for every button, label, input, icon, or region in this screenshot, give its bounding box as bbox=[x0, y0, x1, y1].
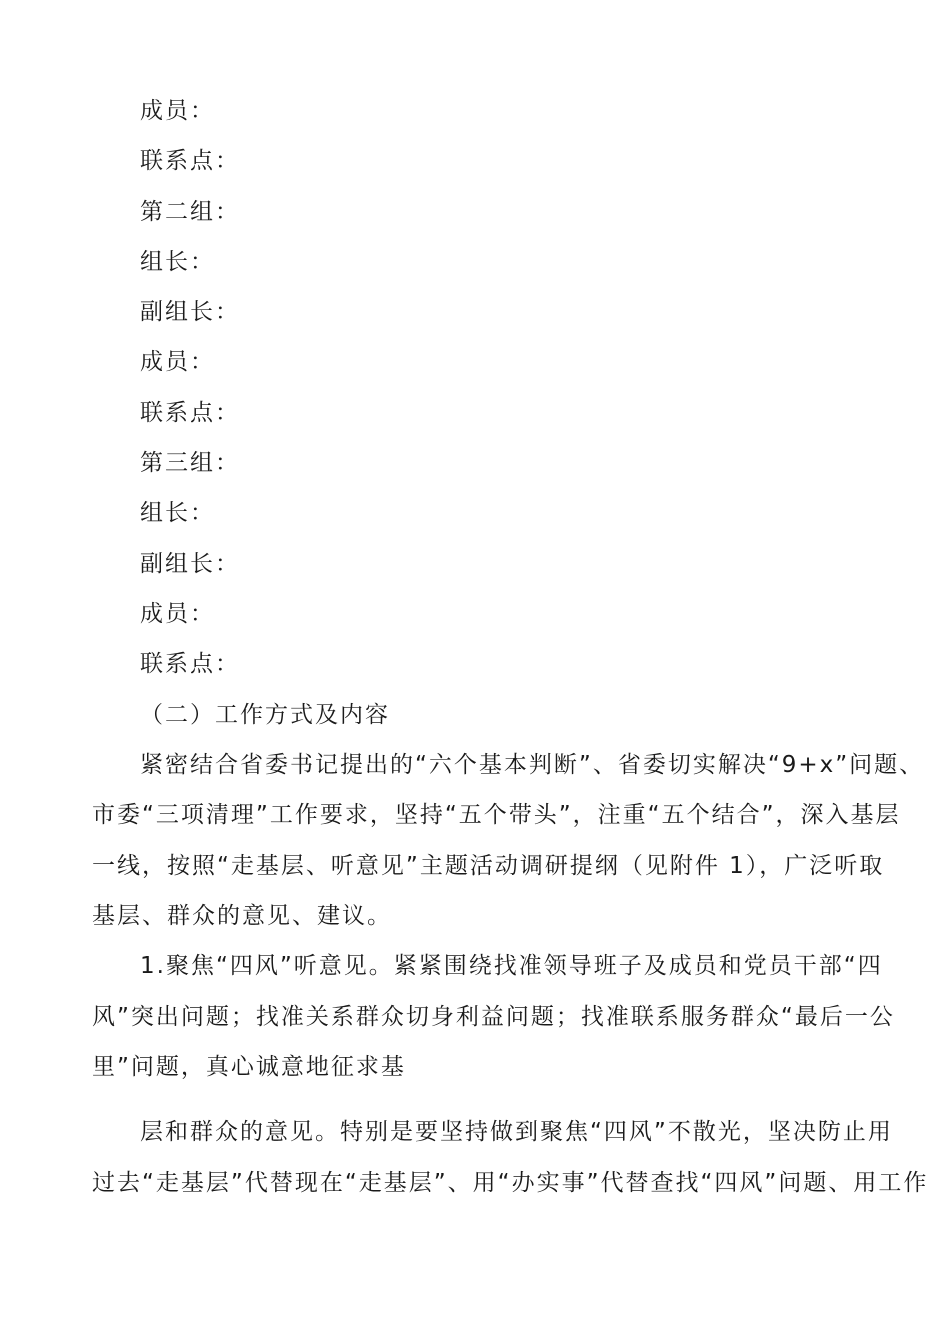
paragraph-line: 过去“走基层”代替现在“走基层”、用“办实事”代替查找“四风”问题、用工作 bbox=[92, 1170, 929, 1196]
text-line: 成员： bbox=[140, 349, 215, 375]
text-line: 组长： bbox=[140, 249, 215, 275]
text-line: 组长： bbox=[140, 500, 215, 526]
paragraph-line: 一线，按照“走基层、听意见”主题活动调研提纲（见附件 1），广泛听取 bbox=[92, 853, 885, 879]
text-line: 联系点： bbox=[140, 400, 240, 426]
text-line: 第二组： bbox=[140, 199, 240, 225]
paragraph-line: 层和群众的意见。特别是要坚持做到聚焦“四风”不散光，坚决防止用 bbox=[140, 1119, 893, 1145]
paragraph-line: 市委“三项清理”工作要求，坚持“五个带头”，注重“五个结合”，深入基层 bbox=[92, 802, 901, 828]
paragraph-line: 基层、群众的意见、建议。 bbox=[92, 903, 392, 929]
text-line: 成员： bbox=[140, 98, 215, 124]
section-heading: （二）工作方式及内容 bbox=[140, 702, 390, 728]
paragraph-line: 1.聚焦“四风”听意见。紧紧围绕找准领导班子及成员和党员干部“四 bbox=[140, 953, 883, 979]
paragraph-line: 里”问题，真心诚意地征求基 bbox=[92, 1054, 406, 1080]
paragraph-line: 风”突出问题；找准关系群众切身利益问题；找准联系服务群众“最后一公 bbox=[92, 1004, 895, 1030]
text-line: 联系点： bbox=[140, 148, 240, 174]
text-line: 副组长： bbox=[140, 551, 240, 577]
text-line: 副组长： bbox=[140, 299, 240, 325]
text-line: 成员： bbox=[140, 601, 215, 627]
text-line: 第三组： bbox=[140, 450, 240, 476]
text-line: 联系点： bbox=[140, 651, 240, 677]
paragraph-line: 紧密结合省委书记提出的“六个基本判断”、省委切实解决“9+x”问题、 bbox=[140, 752, 925, 778]
